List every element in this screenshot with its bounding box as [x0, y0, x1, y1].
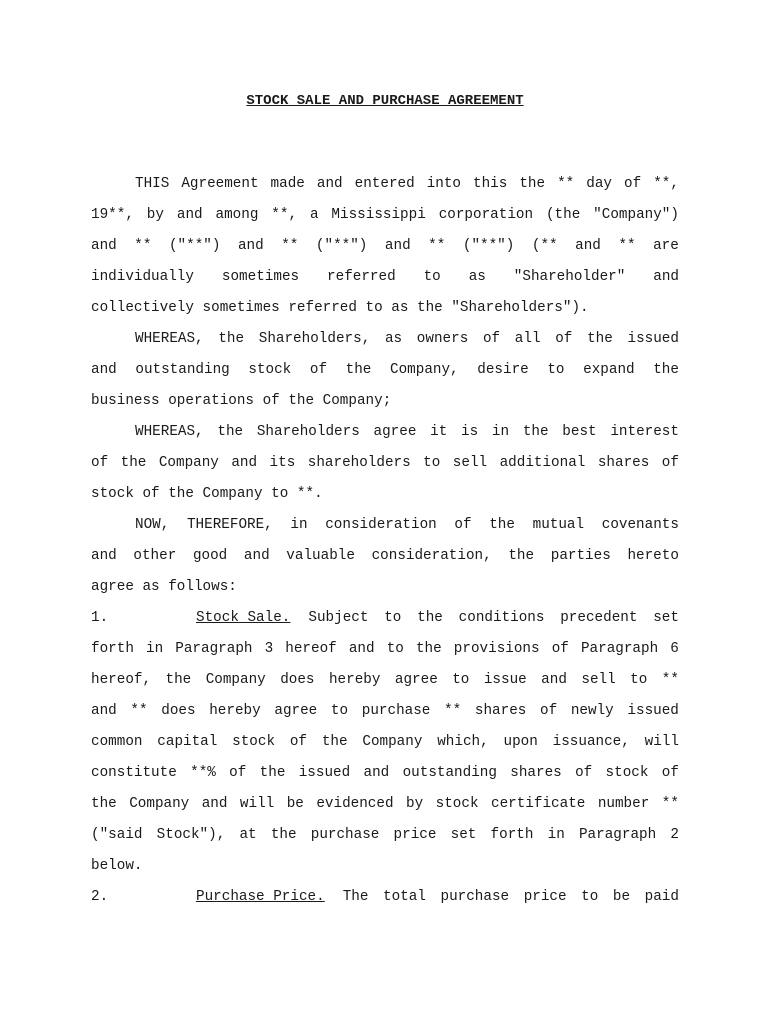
word: a [309, 207, 319, 223]
word: shares [597, 455, 650, 471]
text-line: below. [91, 858, 143, 874]
word: is [461, 424, 479, 440]
word: be [612, 889, 631, 905]
word: expand [583, 362, 635, 378]
paragraph-number: 1. [91, 610, 109, 626]
word: paid [644, 889, 679, 905]
word: Company [205, 672, 266, 688]
word: and [91, 238, 117, 254]
word: of [575, 765, 593, 781]
word: Agreement [181, 176, 259, 192]
text-line [91, 696, 679, 727]
word: the [587, 331, 613, 347]
text-line: stock of the Company to **. [91, 486, 323, 502]
word: precedent [560, 610, 638, 626]
word: Subject [308, 610, 369, 626]
word: to [423, 269, 441, 285]
word: 6 [670, 641, 679, 657]
text-line [91, 541, 679, 572]
text-line [91, 417, 679, 448]
word: stock [605, 765, 649, 781]
word: additional [499, 455, 586, 471]
word: WHEREAS, [135, 424, 204, 440]
word: in [146, 641, 164, 657]
paragraph-number: 2. [91, 889, 109, 905]
numbered-paragraph-line [91, 882, 679, 913]
word: newly [570, 703, 614, 719]
word: of [309, 362, 328, 378]
text-line [91, 634, 679, 665]
word: the [91, 796, 117, 812]
word: of [454, 517, 472, 533]
word: mutual [532, 517, 585, 533]
word: desire [477, 362, 529, 378]
word: ** [130, 703, 148, 719]
word: set [653, 610, 679, 626]
word: The [342, 889, 369, 905]
word: in [547, 827, 565, 843]
word: the [270, 827, 297, 843]
word: the [522, 424, 549, 440]
word: Paragraph [175, 641, 253, 657]
paragraph-heading: Stock Sale. [196, 610, 291, 626]
word: WHEREAS, [135, 331, 204, 347]
word: issue [483, 672, 527, 688]
word: Shareholders, [258, 331, 371, 347]
word: corporation [438, 207, 534, 223]
text-line: agree as follows: [91, 579, 237, 595]
word: 2 [670, 827, 679, 843]
numbered-paragraph-line [91, 603, 679, 634]
word: Stock"), [156, 827, 226, 843]
word: total [383, 889, 426, 905]
word: does [161, 703, 196, 719]
word: and [541, 672, 567, 688]
word: ** [134, 238, 152, 254]
word: of [91, 455, 109, 471]
word: **, [271, 207, 298, 223]
word: individually [91, 269, 194, 285]
word: and [575, 238, 601, 254]
word: in [290, 517, 308, 533]
word: of [289, 734, 308, 750]
word: NOW, [135, 517, 170, 533]
word: sell [452, 455, 488, 471]
word: common [91, 734, 143, 750]
word: stock [248, 362, 292, 378]
word: provisions [453, 641, 540, 657]
word: entered [354, 176, 415, 192]
word: ("**") [315, 238, 368, 254]
word: ** [444, 703, 462, 719]
word: to [384, 610, 402, 626]
word: of [661, 765, 679, 781]
word: and [237, 238, 264, 254]
word: Paragraph [578, 827, 657, 843]
word: all [514, 331, 541, 347]
word: and [91, 362, 117, 378]
word: ** [557, 176, 575, 192]
word: are [653, 238, 679, 254]
word: hereby [209, 703, 261, 719]
word: price [393, 827, 437, 843]
word: capital [157, 734, 218, 750]
word: of [624, 176, 642, 192]
text-line [91, 789, 679, 820]
word: the [165, 672, 192, 688]
word: agree [394, 672, 438, 688]
word: hereby [328, 672, 381, 688]
word: purchase [310, 827, 380, 843]
word: in [491, 424, 510, 440]
paragraph-heading: Purchase Price. [196, 889, 325, 905]
word: and [243, 548, 270, 564]
word: ** [661, 672, 679, 688]
word: upon [503, 734, 538, 750]
word: ("**") [462, 238, 515, 254]
word: hereof, [91, 672, 152, 688]
word: be [286, 796, 304, 812]
word: and [91, 548, 117, 564]
word: and [91, 703, 117, 719]
word: it [430, 424, 448, 440]
word: Mississippi [331, 207, 426, 223]
word: stock [232, 734, 276, 750]
word: the [217, 424, 244, 440]
word: and [231, 455, 258, 471]
word: "Company") [593, 207, 679, 223]
word: the [415, 641, 442, 657]
word: of [482, 331, 501, 347]
word: the [321, 734, 348, 750]
word: Company [158, 455, 219, 471]
word: shareholders [307, 455, 411, 471]
word: the [508, 548, 535, 564]
word: to [386, 641, 404, 657]
word: as [468, 269, 486, 285]
word: to [423, 455, 441, 471]
word: constitute [91, 765, 177, 781]
word: Company [362, 734, 423, 750]
word: forth [490, 827, 534, 843]
word: sell [581, 672, 616, 688]
text-line [91, 448, 679, 479]
word: 19**, [91, 207, 134, 223]
word: ** [661, 796, 679, 812]
word: day [586, 176, 613, 192]
word: outstanding [135, 362, 230, 378]
word: agree [373, 424, 417, 440]
text-line [91, 355, 679, 386]
text-line [91, 510, 679, 541]
word: which, [437, 734, 489, 750]
word: by [406, 796, 424, 812]
document-title: STOCK SALE AND PURCHASE AGREEMENT [246, 93, 524, 109]
word: and [348, 641, 375, 657]
paragraph-text [325, 882, 679, 913]
word: ** [428, 238, 446, 254]
word: among [215, 207, 259, 223]
word: will [644, 734, 679, 750]
word: consideration, [371, 548, 492, 564]
word: made [270, 176, 305, 192]
word: hereof [285, 641, 337, 657]
text-line [91, 231, 679, 262]
word: issuance, [552, 734, 630, 750]
paragraph-text [290, 603, 679, 634]
word: sometimes [221, 269, 300, 285]
word: outstanding [402, 765, 497, 781]
word: of [661, 455, 679, 471]
word: this [473, 176, 508, 192]
text-line [91, 169, 679, 200]
word: parties [550, 548, 611, 564]
word: issued [298, 765, 351, 781]
word: Paragraph [580, 641, 659, 657]
word: to [630, 672, 648, 688]
word: best [562, 424, 597, 440]
word: and [316, 176, 343, 192]
word: **, [653, 176, 679, 192]
word: to [452, 672, 470, 688]
word: other [133, 548, 177, 564]
word: and [176, 207, 203, 223]
word: Company [129, 796, 190, 812]
word: the [519, 176, 546, 192]
word: covenants [601, 517, 679, 533]
word: Company, [390, 362, 459, 378]
word: stock [435, 796, 479, 812]
word: THIS [135, 176, 170, 192]
word: "Shareholder" [513, 269, 626, 285]
word: issued [627, 331, 679, 347]
word: certificate [490, 796, 586, 812]
word: consideration [325, 517, 437, 533]
word: (** [531, 238, 558, 254]
text-line: business operations of the Company; [91, 393, 392, 409]
word: interest [610, 424, 679, 440]
word: owners [416, 331, 469, 347]
text-line [91, 727, 679, 758]
word: the [489, 517, 515, 533]
word: of [229, 765, 247, 781]
text-line: collectively sometimes referred to as the "Shareholders"). [91, 300, 589, 316]
word: and [201, 796, 228, 812]
word: (the [545, 207, 581, 223]
word: hereto [627, 548, 679, 564]
word: evidenced [316, 796, 394, 812]
word: the [345, 362, 372, 378]
word: to [330, 703, 349, 719]
word: of [540, 703, 558, 719]
word: as [384, 331, 403, 347]
word: agree [274, 703, 318, 719]
word: by [146, 207, 164, 223]
word: good [192, 548, 228, 564]
word: and [384, 238, 411, 254]
word: the [120, 455, 147, 471]
word: into [426, 176, 462, 192]
word: shares [510, 765, 562, 781]
word: will [239, 796, 275, 812]
text-line [91, 665, 679, 696]
word: number [597, 796, 650, 812]
word: and [653, 269, 679, 285]
document-body [91, 169, 679, 913]
word: price [523, 889, 567, 905]
text-line [91, 324, 679, 355]
word: to [547, 362, 565, 378]
text-line [91, 820, 679, 851]
word: ** [281, 238, 299, 254]
word: to [581, 889, 599, 905]
word: at [239, 827, 257, 843]
word: forth [91, 641, 134, 657]
word: issued [627, 703, 679, 719]
word: and [363, 765, 390, 781]
word: 3 [264, 641, 274, 657]
word: valuable [286, 548, 355, 564]
word: set [450, 827, 477, 843]
text-line [91, 758, 679, 789]
text-line [91, 262, 679, 293]
word: conditions [458, 610, 545, 626]
word: referred [327, 269, 396, 285]
word: purchase [440, 889, 510, 905]
word: of [555, 331, 573, 347]
word: of [551, 641, 569, 657]
word: shares [474, 703, 527, 719]
word: the [653, 362, 679, 378]
word: THEREFORE, [186, 517, 273, 533]
word: the [218, 331, 245, 347]
word: ** [618, 238, 636, 254]
word: ("said [91, 827, 143, 843]
word: its [269, 455, 296, 471]
word: the [259, 765, 286, 781]
word: ("**") [168, 238, 221, 254]
word: the [417, 610, 443, 626]
word: **% [190, 765, 216, 781]
word: does [280, 672, 315, 688]
word: purchase [361, 703, 431, 719]
text-line [91, 200, 679, 231]
word: Shareholders [256, 424, 360, 440]
